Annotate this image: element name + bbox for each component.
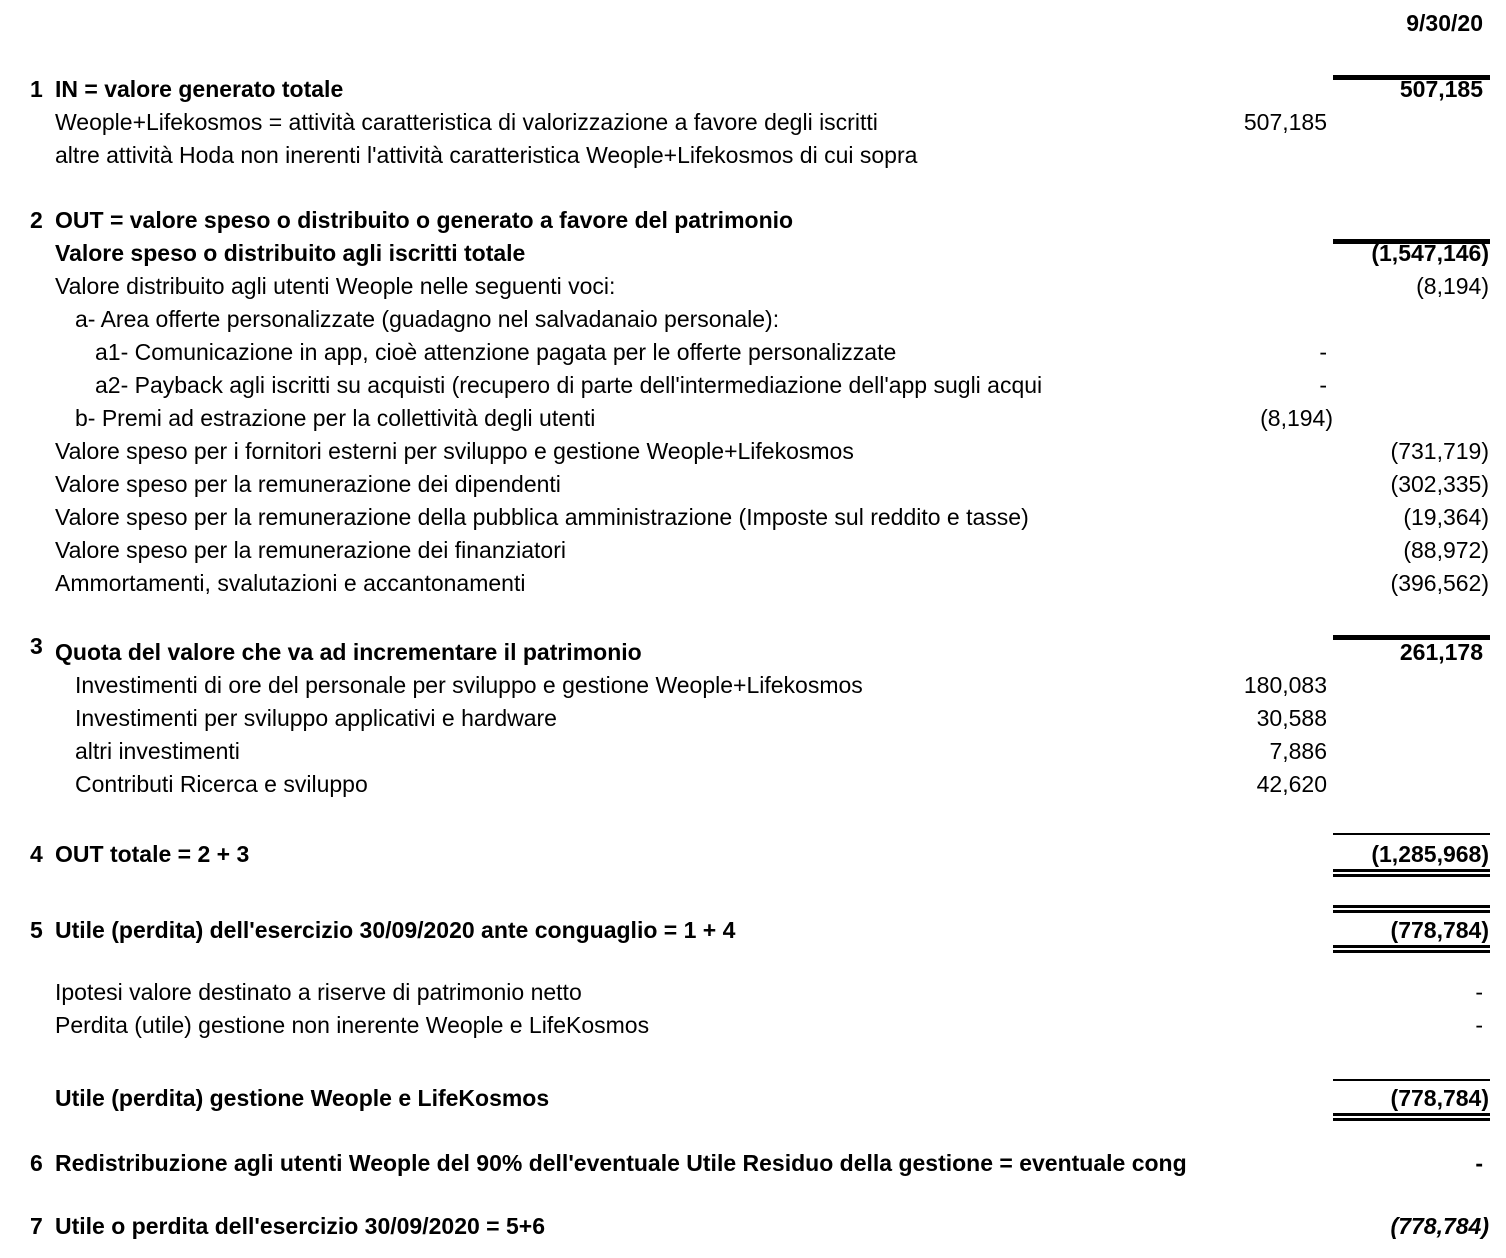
row-label: altri investimenti — [75, 738, 240, 764]
row-number: 7 — [30, 1213, 43, 1239]
statement-row — [0, 338, 1506, 371]
row-label-cell — [0, 635, 1170, 671]
row-value-right — [1333, 371, 1490, 404]
statement-row — [0, 437, 1506, 470]
statement-row — [0, 1011, 1506, 1044]
row-value-right: (302,335) — [1390, 471, 1489, 497]
statement-row — [0, 1079, 1506, 1121]
statement-row — [0, 704, 1506, 737]
row-label: a- Area offerte personalizzate (guadagno nel salvadanaio personale): — [75, 306, 780, 332]
row-value-right: (778,784) — [1333, 1079, 1490, 1121]
row-value-mid — [1170, 272, 1333, 305]
row-label-cell — [0, 141, 1170, 174]
row-value-mid — [1170, 206, 1333, 239]
row-label-cell — [0, 1011, 1170, 1044]
row-spacer — [0, 953, 1506, 978]
row-spacer — [0, 1121, 1506, 1149]
row-label: Perdita (utile) gestione non inerente Weople e LifeKosmos — [55, 1012, 650, 1038]
row-label-cell — [0, 1149, 1333, 1182]
row-label-cell — [0, 108, 1170, 141]
row-label: Valore speso o distribuito agli iscritti totale — [55, 240, 526, 266]
row-label-cell — [0, 371, 1170, 404]
row-value-right — [1333, 737, 1490, 770]
row-label-cell — [0, 338, 1170, 371]
row-spacer — [0, 1182, 1506, 1212]
row-label: Utile (perdita) gestione Weople e LifeKosmos — [55, 1085, 550, 1111]
row-label: a1- Comunicazione in app, cioè attenzione pagata per le offerte personalizzate — [95, 339, 897, 365]
row-value-mid: 42,620 — [1256, 771, 1327, 797]
statement-row — [0, 272, 1506, 305]
row-value-right — [1333, 141, 1490, 174]
row-value-right: (1,547,146) — [1333, 239, 1490, 272]
row-label: Valore speso per i fornitori esterni per sviluppo e gestione Weople+Lifekosmos — [55, 438, 854, 464]
row-value-right: - — [1475, 1012, 1483, 1038]
row-label: IN = valore generato totale — [55, 76, 344, 102]
row-value-mid — [1170, 141, 1333, 174]
row-label: OUT totale = 2 + 3 — [55, 841, 250, 867]
row-value-right: - — [1475, 1150, 1483, 1176]
row-label-cell — [0, 206, 1170, 239]
row-label-cell — [0, 671, 1170, 704]
statement-row — [0, 371, 1506, 404]
statement-row — [0, 470, 1506, 503]
statement-row — [0, 141, 1506, 174]
row-label-cell — [0, 905, 1170, 953]
row-value-right: 507,185 — [1333, 75, 1490, 108]
row-label-cell — [0, 239, 1170, 272]
row-number: 2 — [30, 207, 43, 233]
row-value-mid — [1170, 1079, 1333, 1121]
row-spacer — [0, 877, 1506, 905]
row-spacer — [0, 174, 1506, 206]
statement-row — [0, 569, 1506, 602]
row-value-right: (396,562) — [1390, 570, 1489, 596]
row-label: Investimenti per sviluppo applicativi e hardware — [75, 705, 557, 731]
row-label: Valore speso per la remunerazione dei dipendenti — [55, 471, 561, 497]
row-label: Investimenti di ore del personale per sviluppo e gestione Weople+Lifekosmos — [75, 672, 863, 698]
row-value-right — [1333, 108, 1490, 141]
row-value-mid — [1170, 470, 1333, 503]
row-value-mid — [1170, 305, 1333, 338]
row-label: b- Premi ad estrazione per la collettività degli utenti — [75, 405, 596, 431]
row-label: altre attività Hoda non inerenti l'attività caratteristica Weople+Lifekosmos di cui sopra — [55, 142, 918, 168]
report-date: 9/30/20 — [1406, 10, 1483, 36]
row-spacer — [0, 602, 1506, 635]
row-value-mid — [1170, 833, 1333, 877]
row-value-mid: 30,588 — [1256, 705, 1327, 731]
row-value-mid — [1170, 978, 1333, 1011]
row-label-cell — [0, 770, 1170, 803]
row-label: Redistribuzione agli utenti Weople del 90% dell'eventuale Utile Residuo della gestione = eventuale cong — [55, 1150, 1187, 1176]
row-value-mid: - — [1319, 372, 1327, 398]
row-spacer — [0, 803, 1506, 833]
row-label: Contributi Ricerca e sviluppo — [75, 771, 368, 797]
row-label-cell — [0, 1079, 1170, 1121]
row-value-mid: - — [1319, 339, 1327, 365]
header-row — [0, 0, 1506, 75]
row-value-mid: 180,083 — [1243, 672, 1327, 698]
row-number: 6 — [30, 1150, 43, 1176]
statement-row — [0, 737, 1506, 770]
row-label-cell — [0, 503, 1170, 536]
row-value-right — [1333, 206, 1490, 239]
row-value-mid — [1170, 1011, 1333, 1044]
row-value-mid — [1170, 437, 1333, 470]
statement-row — [0, 404, 1506, 437]
row-value-right: (8,194) — [1416, 273, 1489, 299]
row-label-cell — [0, 737, 1170, 770]
row-label: Valore speso per la remunerazione della pubblica amministrazione (Imposte sul reddito e tasse) — [55, 504, 1029, 530]
statement-rows — [0, 75, 1506, 1245]
row-value-mid — [1170, 905, 1333, 953]
row-value-right: (88,972) — [1403, 537, 1489, 563]
statement-row — [0, 770, 1506, 803]
row-value-right: (19,364) — [1403, 504, 1489, 530]
statement-row-3 — [0, 635, 1506, 671]
row-label-cell — [0, 305, 1170, 338]
row-value-mid — [1170, 1212, 1333, 1245]
row-label: Valore speso per la remunerazione dei finanziatori — [55, 537, 566, 563]
row-value-mid: 7,886 — [1269, 738, 1327, 764]
row-label: Ipotesi valore destinato a riserve di patrimonio netto — [55, 979, 582, 1005]
statement-row — [0, 671, 1506, 704]
row-value-right — [1333, 770, 1490, 803]
row-label: Ammortamenti, svalutazioni e accantonamenti — [55, 570, 526, 596]
row-label-cell — [0, 272, 1170, 305]
statement-row-2 — [0, 206, 1506, 239]
row-label-cell — [0, 437, 1170, 470]
row-value-right: 261,178 — [1333, 635, 1490, 671]
row-value-mid — [1170, 503, 1333, 536]
row-number: 3 — [30, 635, 43, 659]
row-value-right: - — [1475, 979, 1483, 1005]
row-label-cell — [0, 470, 1170, 503]
row-value-right: (778,784) — [1390, 1213, 1489, 1239]
statement-row-7 — [0, 1212, 1506, 1245]
statement-row-5 — [0, 905, 1506, 953]
row-label: OUT = valore speso o distribuito o generato a favore del patrimonio — [55, 207, 794, 233]
row-label: Utile (perdita) dell'esercizio 30/09/2020 ante conguaglio = 1 + 4 — [55, 917, 736, 943]
row-value-right — [1333, 704, 1490, 737]
statement-row — [0, 305, 1506, 338]
row-value-mid: 507,185 — [1243, 109, 1327, 135]
statement-row — [0, 503, 1506, 536]
row-value-mid — [1170, 635, 1333, 671]
row-value-right — [1333, 338, 1490, 371]
row-label-cell — [0, 536, 1170, 569]
row-value-right — [1333, 305, 1490, 338]
row-value-mid — [1170, 536, 1333, 569]
row-label: a2- Payback agli iscritti su acquisti (recupero di parte dell'intermediazione dell'app sugli acqui — [95, 372, 1043, 398]
row-label-cell — [0, 978, 1170, 1011]
row-value-mid — [1170, 569, 1333, 602]
row-spacer — [0, 1044, 1506, 1079]
statement-row-6 — [0, 1149, 1506, 1182]
statement-row-4 — [0, 833, 1506, 877]
row-label: Weople+Lifekosmos = attività caratteristica di valorizzazione a favore degli iscritti — [55, 109, 878, 135]
row-number: 4 — [30, 841, 43, 867]
row-value-right — [1333, 671, 1490, 704]
row-value-mid — [1170, 75, 1333, 108]
row-value-right — [1333, 404, 1490, 437]
row-value-mid: (8,194) — [1260, 405, 1333, 431]
row-label-cell — [0, 569, 1170, 602]
row-label-cell — [0, 75, 1170, 108]
statement-row — [0, 108, 1506, 141]
row-value-right: (731,719) — [1390, 438, 1489, 464]
row-label-cell — [0, 1212, 1170, 1245]
row-label-cell — [0, 833, 1170, 877]
row-value-right: (1,285,968) — [1333, 833, 1490, 877]
statement-row — [0, 239, 1506, 272]
row-label-cell — [0, 704, 1170, 737]
row-label: Valore distribuito agli utenti Weople nelle seguenti voci: — [55, 273, 616, 299]
row-value-right: (778,784) — [1333, 905, 1490, 953]
statement-row — [0, 536, 1506, 569]
row-label: Utile o perdita dell'esercizio 30/09/2020 = 5+6 — [55, 1213, 546, 1239]
row-label: Quota del valore che va ad incrementare il patrimonio — [55, 639, 642, 665]
row-value-mid — [1170, 239, 1333, 272]
row-number: 5 — [30, 917, 43, 943]
statement-row-1 — [0, 75, 1506, 108]
statement-row — [0, 978, 1506, 1011]
row-label-cell — [0, 404, 1170, 437]
row-number: 1 — [30, 76, 43, 102]
